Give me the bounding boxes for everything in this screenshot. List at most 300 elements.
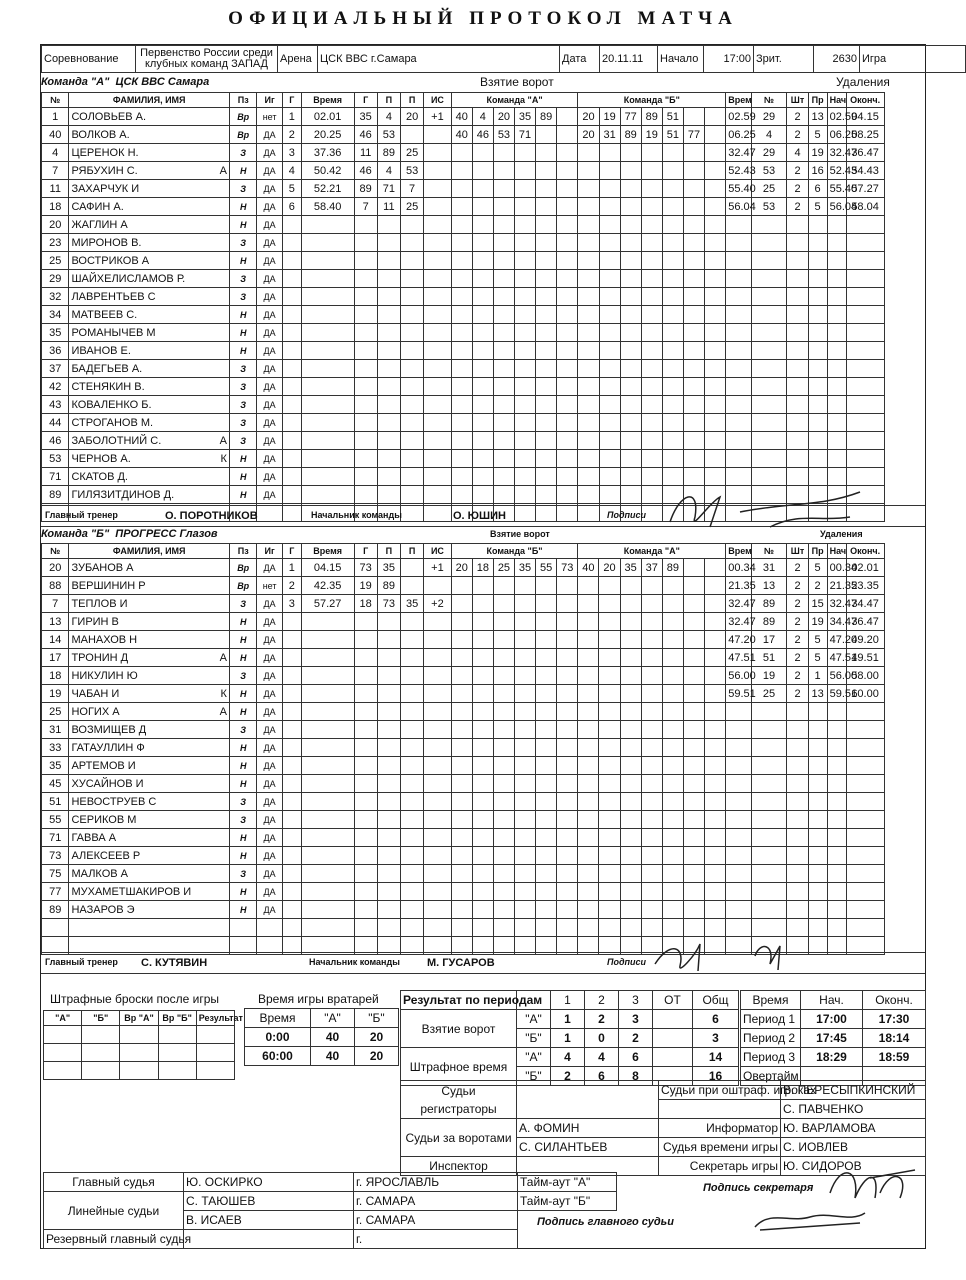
penalty-cell: 54.43 [846,162,884,180]
goal-cell [401,559,424,577]
team-b-pens-title: Удаления [820,529,863,539]
reserve-label: Резервный главный судья [44,1230,184,1249]
onice-cell: 19 [641,126,662,144]
penalty-cell: 47.20 [726,631,751,649]
penalty-cell: 57.27 [846,180,884,198]
goal-cell: 18 [354,595,377,613]
goal-cell: 46 [354,126,377,144]
player-played: ДА [257,180,282,198]
player-played: ДА [257,667,282,685]
onice-cell [536,126,557,144]
period-name: Период 1 [741,1010,801,1029]
player-position: З [229,414,256,432]
penalty-cell: 04.15 [846,108,884,126]
res-cell: 14 [693,1048,739,1067]
period-name: Период 3 [741,1048,801,1067]
penalty-cell: 2 [787,685,808,703]
player-name: ЗАХАРЧУК И [69,180,230,198]
player-played: ДА [257,721,282,739]
penalty-cell: 49.20 [846,631,884,649]
team-a-pens-title: Удаления [836,75,890,89]
col-name: ФАМИЛИЯ, ИМЯ [69,93,230,108]
penalty-cell: 2 [787,649,808,667]
team-b-mark: "Б" [517,1067,551,1086]
col-pen-reason: Пр [808,93,827,108]
player-position: З [229,432,256,450]
player-position: З [229,811,256,829]
penalty-cell: 47.51 [827,649,846,667]
col-time: Время [301,93,354,108]
arena-name: ЦСК ВВС г.Самара [318,46,560,73]
goal-cell: 20 [401,108,424,126]
time-label: Время [741,991,801,1010]
player-number: 19 [42,685,69,703]
col-pen-min: Шт [787,544,808,559]
player-position: Н [229,901,256,919]
penalty-cell: 47.20 [827,631,846,649]
res-cell: 1 [551,1029,585,1048]
goal-cell: 73 [377,595,400,613]
res-cell: 6 [585,1067,619,1086]
penalty-cell: 2 [787,198,808,216]
player-played: ДА [257,342,282,360]
col-pen-reason: Пр [808,544,827,559]
player-position: З [229,721,256,739]
timeout-a: Тайм-аут "А" [518,1173,617,1192]
goal-cell: 02.01 [301,108,354,126]
goal-judge-2: С. СИЛАНТЬЕВ [517,1138,659,1157]
period-name: Овертайм [741,1067,801,1086]
goal-cell [401,126,424,144]
gk-cell: 40 [311,1028,355,1047]
onice-cell: 55 [536,559,557,577]
col-pen-num: № [751,544,787,559]
onice-cell: 20 [493,108,514,126]
penalty-cell: 31 [751,559,787,577]
period-start: 18:29 [801,1048,863,1067]
onice-cell: 89 [641,108,662,126]
player-played: ДА [257,198,282,216]
signature-team-b [650,936,810,976]
player-position: Н [229,252,256,270]
team-b-staff: Главный тренер С. КУТЯВИН Начальник команды М. ГУСАРОВ Подписи [41,952,925,974]
gk-cell: 0:00 [245,1028,311,1047]
onice-cell: 77 [620,108,641,126]
player-number: 33 [42,739,69,757]
team-b-table [41,543,925,955]
player-played: ДА [257,613,282,631]
penalty-cell: 15 [808,595,827,613]
goal-cell: 46 [354,162,377,180]
player-played: ДА [257,288,282,306]
player-played: ДА [257,685,282,703]
player-name: ХУСАЙНОВ И [69,775,230,793]
penalty-cell: 36.47 [846,144,884,162]
player-played: нет [257,108,282,126]
player-position: З [229,270,256,288]
penalty-cell: 2 [787,595,808,613]
player-number: 45 [42,775,69,793]
player-position: Н [229,198,256,216]
penalty-cell: 5 [808,649,827,667]
player-name: НИКУЛИН Ю [69,667,230,685]
onice-cell: 18 [472,559,493,577]
penalty-cell: 19 [808,613,827,631]
player-name: СОЛОВЬЕВ А. [69,108,230,126]
col-assist1: П [377,544,400,559]
player-name: ВОСТРИКОВ А [69,252,230,270]
goal-cell: 2 [282,577,301,595]
penalty-cell: 58.00 [846,667,884,685]
pim-row-label: Штрафное время [401,1048,517,1086]
secretary-sign-label: Подпись секретаря [703,1182,814,1194]
goal-cell [424,126,451,144]
main-judge-sign-label: Подпись главного судьи [537,1216,674,1228]
penalty-cell: 21.35 [726,577,751,595]
gk-cell: 60:00 [245,1047,311,1066]
player-position: Н [229,450,256,468]
penalty-cell: 2 [787,126,808,144]
res-cell: 1 [551,1010,585,1029]
start-label: Нач. [801,991,863,1010]
player-number: 17 [42,649,69,667]
penalty-cell: 2 [787,108,808,126]
so-col: Вр "А" [120,1011,158,1026]
penalty-cell: 08.25 [846,126,884,144]
penalty-cell: 2 [787,577,808,595]
penalty-cell: 17 [751,631,787,649]
player-name: ВОЗМИЩЕВ Д [69,721,230,739]
penalty-cell: 23.35 [846,577,884,595]
res-cell: 2 [551,1067,585,1086]
so-col: Вр "Б" [158,1011,196,1026]
player-number: 18 [42,667,69,685]
goal-cell: 1 [282,108,301,126]
goal-cell [401,577,424,595]
team-a-mark: "А" [517,1048,551,1067]
player-number: 75 [42,865,69,883]
player-played: ДА [257,631,282,649]
col-pen-start: Нач [827,93,846,108]
goal-cell: 42.35 [301,577,354,595]
goal-judges-label: Судьи за воротами [401,1119,517,1157]
gk-cell: 20 [355,1028,399,1047]
player-played: ДА [257,883,282,901]
penalty-cell: 32.47 [827,144,846,162]
player-played: ДА [257,450,282,468]
player-position: З [229,667,256,685]
onice-cell: 20 [451,559,472,577]
period-end: 18:14 [863,1029,926,1048]
player-position: З [229,865,256,883]
team-a-title: Команда "А" ЦСК ВВС Самара [41,76,210,88]
goal-cell: 2 [282,126,301,144]
period-start: 17:00 [801,1010,863,1029]
pen-judges-label: Судьи при оштраф. игроках [659,1081,781,1100]
main-judge-label: Главный судья [44,1173,184,1192]
signature-secretary [820,1158,920,1208]
player-position: Н [229,342,256,360]
col-pen-min: Шт [787,93,808,108]
penalty-cell: 47.51 [726,649,751,667]
penalty-cell: 5 [808,631,827,649]
onice-cell: 71 [515,126,536,144]
penalty-cell: 16 [808,162,827,180]
penalty-cell: 4 [751,126,787,144]
so-col: "Б" [82,1011,120,1026]
penalty-cell: 5 [808,126,827,144]
player-name: РЯБУХИН С. А [69,162,230,180]
penalty-cell: 00.34 [827,559,846,577]
player-number: 18 [42,198,69,216]
col-g: Г [282,93,301,108]
player-number: 89 [42,901,69,919]
player-played: ДА [257,757,282,775]
penalty-cell: 29 [751,108,787,126]
player-name: НОГИХ А А [69,703,230,721]
player-played: ДА [257,486,282,504]
col-time: Время [301,544,354,559]
comp-label: Соревнование [42,46,136,73]
end-label: Оконч. [863,991,926,1010]
player-played: ДА [257,703,282,721]
period-name: Период 2 [741,1029,801,1048]
team-a-table [41,92,925,522]
penalty-cell: 36.47 [846,613,884,631]
penalty-cell: 56.04 [726,198,751,216]
player-name: ЗАБОЛОТНИЙ С. А [69,432,230,450]
goal-cell: 73 [354,559,377,577]
player-played: ДА [257,793,282,811]
player-number: 42 [42,378,69,396]
comp-name: Первенство России среди клубных команд ЗАПАД [136,46,278,73]
player-number: 23 [42,234,69,252]
col-pen-time: Врем [726,544,751,559]
player-position: Н [229,739,256,757]
player-number: 37 [42,360,69,378]
onice-cell: 37 [641,559,662,577]
penalty-cell: 25 [751,685,787,703]
player-position: З [229,234,256,252]
player-name: ГИЛЯЗИТДИНОВ Д. [69,486,230,504]
goal-cell: +1 [424,559,451,577]
col-played: Иг [257,544,282,559]
col-onice-a: Команда "Б" [451,544,578,559]
goal-cell: 35 [354,108,377,126]
informer-name: Ю. ВАРЛАМОВА [781,1119,926,1138]
penalty-cell: 1 [808,667,827,685]
player-number: 89 [42,486,69,504]
goal-cell: 5 [282,180,301,198]
player-name: БАДЕГЬЕВ А. [69,360,230,378]
period-end: 18:59 [863,1048,926,1067]
penalty-cell: 19 [751,667,787,685]
player-position: Н [229,829,256,847]
player-position: Н [229,468,256,486]
spect-label: Зрит. [754,46,814,73]
date-value: 20.11.11 [600,46,658,73]
onice-cell: 31 [599,126,620,144]
onice-cell: 77 [683,126,704,144]
player-name: ВЕРШИНИН Р [69,577,230,595]
spect-value: 2630 [814,46,860,73]
goal-cell: 7 [401,180,424,198]
col-assist2: П [401,544,424,559]
player-number: 43 [42,396,69,414]
penalty-cell: 02.01 [846,559,884,577]
onice-cell: 53 [493,126,514,144]
player-number: 31 [42,721,69,739]
goal-cell: 37.36 [301,144,354,162]
goals-row-label: Взятие ворот [401,1010,517,1048]
col-is: ИС [424,544,451,559]
goal-cell [424,180,451,198]
goal-cell [424,144,451,162]
penalty-cell: 13 [751,577,787,595]
per-col: Общ [693,991,739,1010]
goal-cell: 19 [354,577,377,595]
res-cell: 3 [619,1010,653,1029]
gk-cell: 20 [355,1047,399,1066]
col-pen-start: Нач [827,544,846,559]
timeouts [517,1172,617,1211]
game-label: Игра [860,46,966,73]
player-position: З [229,378,256,396]
col-pen-end: Оконч. [846,93,884,108]
onice-cell: 20 [578,126,599,144]
penalty-cell: 32.47 [827,595,846,613]
onice-cell: 35 [620,559,641,577]
goal-cell [424,577,451,595]
timekeeper-label: Судья времени игры [659,1138,781,1157]
penalty-cell: 52.43 [827,162,846,180]
player-name: НЕВОСТРУЕВ С [69,793,230,811]
penalty-cell: 59.51 [726,685,751,703]
team-a-mark: "А" [517,1010,551,1029]
penalty-cell: 32.47 [726,144,751,162]
player-number: 46 [42,432,69,450]
player-played: ДА [257,829,282,847]
player-position: З [229,360,256,378]
goal-cell: +1 [424,108,451,126]
col-assist1: П [377,93,400,108]
goal-cell: 53 [377,126,400,144]
onice-cell: 35 [515,108,536,126]
player-name: ИВАНОВ Е. [69,342,230,360]
player-position: Н [229,486,256,504]
player-name: ТЕПЛОВ И [69,595,230,613]
penalty-cell: 5 [808,559,827,577]
penalty-cell: 56.00 [726,667,751,685]
goal-cell: 35 [377,559,400,577]
period-results [400,990,739,1086]
penalty-cell: 53 [751,198,787,216]
penalty-cell: 55.40 [726,180,751,198]
player-played: ДА [257,306,282,324]
penalty-cell: 2 [787,559,808,577]
penalty-cell: 00.34 [726,559,751,577]
player-played: нет [257,577,282,595]
player-number: 51 [42,793,69,811]
res-cell: 2 [619,1029,653,1048]
col-scorer: Г [354,544,377,559]
penalty-cell: 2 [787,180,808,198]
player-played: ДА [257,378,282,396]
start-value: 17:00 [704,46,754,73]
signature-main-judge [750,1205,870,1235]
goal-cell: 53 [401,162,424,180]
onice-cell: 25 [493,559,514,577]
player-name: ЧАБАН И К [69,685,230,703]
goal-cell: 25 [401,198,424,216]
player-name: НАЗАРОВ Э [69,901,230,919]
penalty-cell: 2 [787,667,808,685]
player-played: ДА [257,468,282,486]
player-position: З [229,595,256,613]
player-name: ЛАВРЕНТЬЕВ С [69,288,230,306]
player-name: ГАТАУЛЛИН Ф [69,739,230,757]
player-played: ДА [257,901,282,919]
player-number: 4 [42,144,69,162]
player-number: 11 [42,180,69,198]
player-played: ДА [257,252,282,270]
res-cell: 16 [693,1067,739,1086]
player-name: ГИРИН В [69,613,230,631]
col-onice-a: Команда "А" [451,93,578,108]
res-cell: 4 [551,1048,585,1067]
penalty-cell: 2 [787,162,808,180]
secretary-name: Ю. СИДОРОВ [781,1157,926,1176]
main-judge-city: г. ЯРОСЛАВЛЬ [354,1173,518,1192]
player-played: ДА [257,811,282,829]
goal-cell: 6 [282,198,301,216]
goal-cell: 4 [377,108,400,126]
goal-cell: 4 [377,162,400,180]
goal-cell: 11 [377,198,400,216]
penalty-cell: 2 [808,577,827,595]
per-col: ОТ [653,991,693,1010]
col-onice-b: Команда "Б" [578,93,726,108]
player-name: ВОЛКОВ А. [69,126,230,144]
player-name: СКАТОВ Д. [69,468,230,486]
player-position: Н [229,631,256,649]
player-number: 35 [42,757,69,775]
penalty-cell: 56.04 [827,198,846,216]
player-played: ДА [257,216,282,234]
player-position: Н [229,162,256,180]
penalty-cell: 06.25 [827,126,846,144]
penalty-cell: 34.47 [827,613,846,631]
player-number: 1 [42,108,69,126]
goal-cell: 89 [377,144,400,162]
player-position: Н [229,685,256,703]
player-name: СЕРИКОВ М [69,811,230,829]
player-played: ДА [257,234,282,252]
goal-cell: 35 [401,595,424,613]
onice-cell: 20 [578,108,599,126]
gk-time-label: Время [245,1009,311,1028]
player-played: ДА [257,775,282,793]
player-position: Н [229,324,256,342]
col-pen-time: Врем [726,93,751,108]
player-played: ДА [257,739,282,757]
goal-judge-1: А. ФОМИН [517,1119,659,1138]
player-number: 29 [42,270,69,288]
team-a-staff: Главный тренер О. ПОРОТНИКОВ Начальник команды О. ЮШИН Подписи [41,505,925,527]
player-position: З [229,180,256,198]
penalty-cell: 5 [808,198,827,216]
onice-cell: 19 [599,108,620,126]
